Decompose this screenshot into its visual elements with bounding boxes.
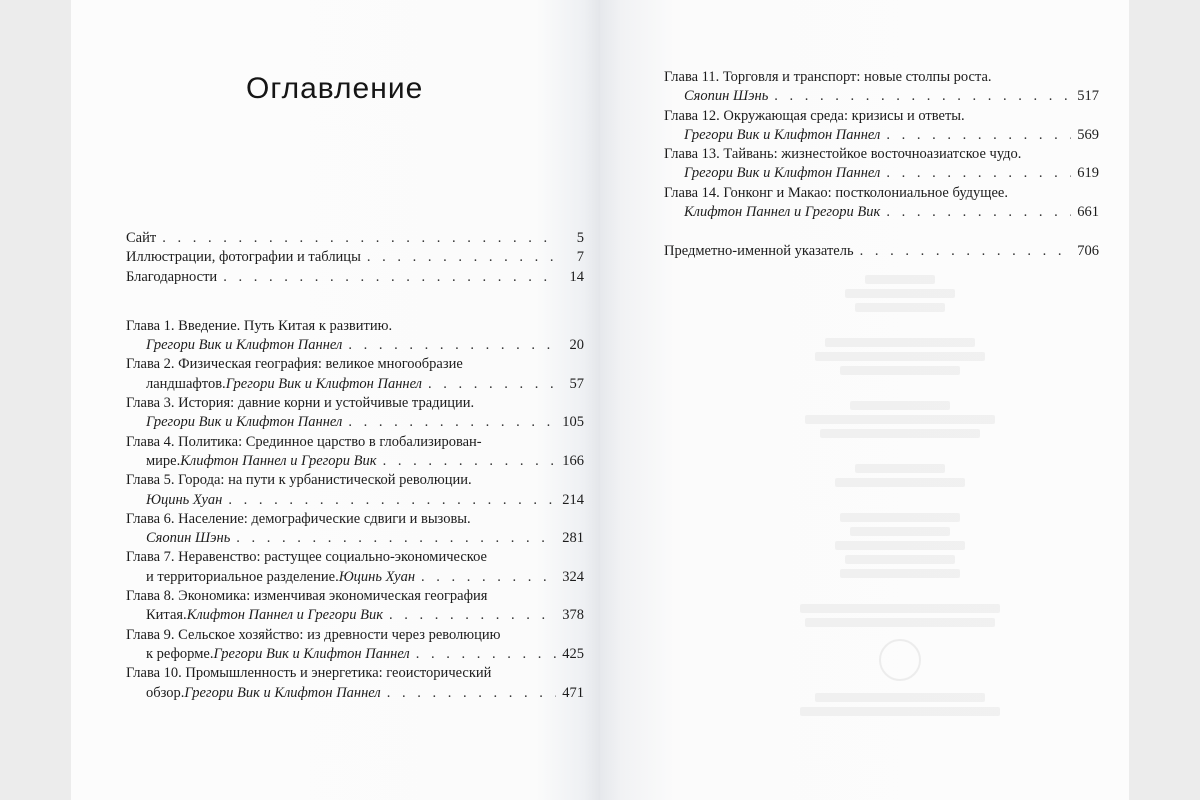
entry-label: Сайт: [126, 230, 157, 246]
leader-dots: [383, 452, 557, 471]
chapter-author: Грегори Вик и Клифтон Паннел: [684, 165, 881, 182]
toc-entry-chapter-8[interactable]: [126, 587, 584, 626]
left-page: [71, 0, 600, 800]
toc-entry-chapter-9[interactable]: [126, 626, 584, 665]
book-spread: [71, 0, 1129, 800]
leader-dots: [428, 375, 558, 394]
toc-entry-chapter-6[interactable]: [126, 510, 584, 549]
chapter-title: Глава 11. Торговля и транспорт: новые столпы роста.: [664, 69, 992, 85]
leader-dots: [228, 491, 556, 510]
line-prefix: ландшафтов.: [146, 375, 226, 392]
toc-entry-chapter-14[interactable]: [664, 184, 1099, 223]
leader-dots: [223, 268, 558, 287]
entry-label: Благодарности: [126, 268, 218, 285]
toc-entry-illustrations[interactable]: [126, 248, 584, 267]
chapter-author: Грегори Вик и Клифтон Паннел: [684, 126, 881, 143]
toc-right: [664, 68, 1099, 262]
toc-entry-index[interactable]: [664, 242, 1099, 261]
toc-entry-chapter-5[interactable]: [126, 471, 584, 510]
leader-dots: [348, 336, 558, 355]
toc-entry-chapter-1[interactable]: [126, 317, 584, 356]
chapter-author: Грегори Вик и Клифтон Паннел: [146, 337, 343, 354]
chapter-title: Глава 13. Тайвань: жизнестойкое восточноазиатское чудо.: [664, 146, 1022, 163]
line-prefix: к реформе.: [146, 645, 214, 662]
page-number: 214: [562, 491, 584, 508]
leader-dots: [367, 248, 558, 267]
leader-dots: [416, 645, 556, 664]
leader-dots: [236, 529, 556, 548]
page-number: 378: [562, 607, 584, 624]
page-number: 661: [1077, 204, 1099, 221]
chapter-title: Глава 12. Окружающая среда: кризисы и ответы.: [664, 107, 965, 124]
page-number: 5: [576, 230, 584, 246]
chapter-title: Глава 7. Неравенство: растущее социально-экономическое: [126, 549, 487, 566]
leader-dots: [348, 413, 556, 432]
page-number: 166: [562, 452, 584, 469]
page-number: 105: [562, 414, 584, 431]
page-number: 425: [562, 645, 584, 662]
line-prefix: и территориальное разделение.: [146, 568, 339, 585]
chapter-author: Сяопин Шэнь: [684, 88, 769, 105]
bleed-through-text: [770, 270, 1030, 740]
leader-dots: [387, 684, 557, 703]
chapter-author: Грегори Вик и Клифтон Паннел: [184, 684, 381, 701]
leader-dots: [886, 164, 1071, 183]
chapter-author: Клифтон Паннел и Грегори Вик: [684, 204, 881, 221]
line-prefix: Китая.: [146, 607, 187, 624]
chapter-author: Клифтон Паннел и Грегори Вик: [186, 607, 383, 624]
chapter-title: Глава 10. Промышленность и энергетика: геоисторический: [126, 665, 492, 682]
entry-label: Предметно-именной указатель: [664, 243, 854, 260]
age-rating-badge: [879, 639, 921, 681]
toc-entry-chapter-12[interactable]: [664, 107, 1099, 146]
line-prefix: мире.: [146, 452, 181, 469]
leader-dots: [389, 606, 556, 625]
chapter-title: Глава 1. Введение. Путь Китая к развитию.: [126, 317, 393, 334]
chapter-author: Грегори Вик и Клифтон Паннел: [146, 414, 343, 431]
page-number: 706: [1077, 243, 1099, 260]
toc-entry-chapter-11[interactable]: [664, 68, 1099, 107]
chapter-title: Глава 14. Гонконг и Макао: постколониальное будущее.: [664, 184, 1008, 201]
toc-entry-chapter-7[interactable]: [126, 548, 584, 587]
page-number: 57: [569, 375, 584, 392]
page-title: Оглавление: [246, 72, 424, 105]
chapter-author: Грегори Вик и Клифтон Паннел: [213, 645, 410, 662]
page-number: 471: [562, 684, 584, 701]
page-number: 20: [569, 337, 584, 354]
chapter-author: Юцинь Хуан: [338, 568, 416, 585]
toc-left: [126, 229, 584, 703]
chapter-title: Глава 9. Сельское хозяйство: из древности через революцию: [126, 626, 501, 643]
leader-dots: [162, 229, 558, 248]
page-number: 324: [562, 568, 584, 585]
right-page: [600, 0, 1129, 800]
chapter-author: Грегори Вик и Клифтон Паннел: [225, 375, 422, 392]
leader-dots: [886, 203, 1071, 222]
chapter-title: Глава 5. Города: на пути к урбанистической революции.: [126, 472, 472, 489]
chapter-title: Глава 4. Политика: Срединное царство в глобализирован-: [126, 433, 482, 450]
toc-entry-chapter-4[interactable]: [126, 433, 584, 472]
page-number: 569: [1077, 126, 1099, 143]
chapter-author: Сяопин Шэнь: [146, 530, 231, 547]
toc-entry-acknowledgements[interactable]: [126, 268, 584, 287]
toc-entry-chapter-2[interactable]: [126, 355, 584, 394]
page-number: 619: [1077, 165, 1099, 182]
page-number: 281: [562, 530, 584, 547]
leader-dots: [886, 126, 1071, 145]
line-prefix: обзор.: [146, 684, 185, 701]
chapter-author: Клифтон Паннел и Грегори Вик: [180, 452, 377, 469]
entry-label: Иллюстрации, фотографии и таблицы: [126, 249, 361, 266]
chapter-title: Глава 6. Население: демографические сдвиги и вызовы.: [126, 510, 471, 527]
chapter-author: Юцинь Хуан: [146, 491, 223, 508]
page-number: 7: [576, 249, 584, 266]
leader-dots: [421, 568, 556, 587]
leader-dots: [860, 242, 1072, 261]
chapter-title: Глава 3. История: давние корни и устойчивые традиции.: [126, 395, 475, 412]
toc-entry-chapter-13[interactable]: [664, 145, 1099, 184]
leader-dots: [774, 87, 1071, 106]
page-number: 14: [569, 268, 584, 285]
toc-entry-site[interactable]: [126, 229, 584, 248]
page-number: 517: [1077, 88, 1099, 105]
toc-entry-chapter-3[interactable]: [126, 394, 584, 433]
chapter-title: Глава 2. Физическая география: великое многообразие: [126, 356, 463, 373]
toc-entry-chapter-10[interactable]: [126, 664, 584, 703]
chapter-title: Глава 8. Экономика: изменчивая экономическая география: [126, 588, 488, 605]
